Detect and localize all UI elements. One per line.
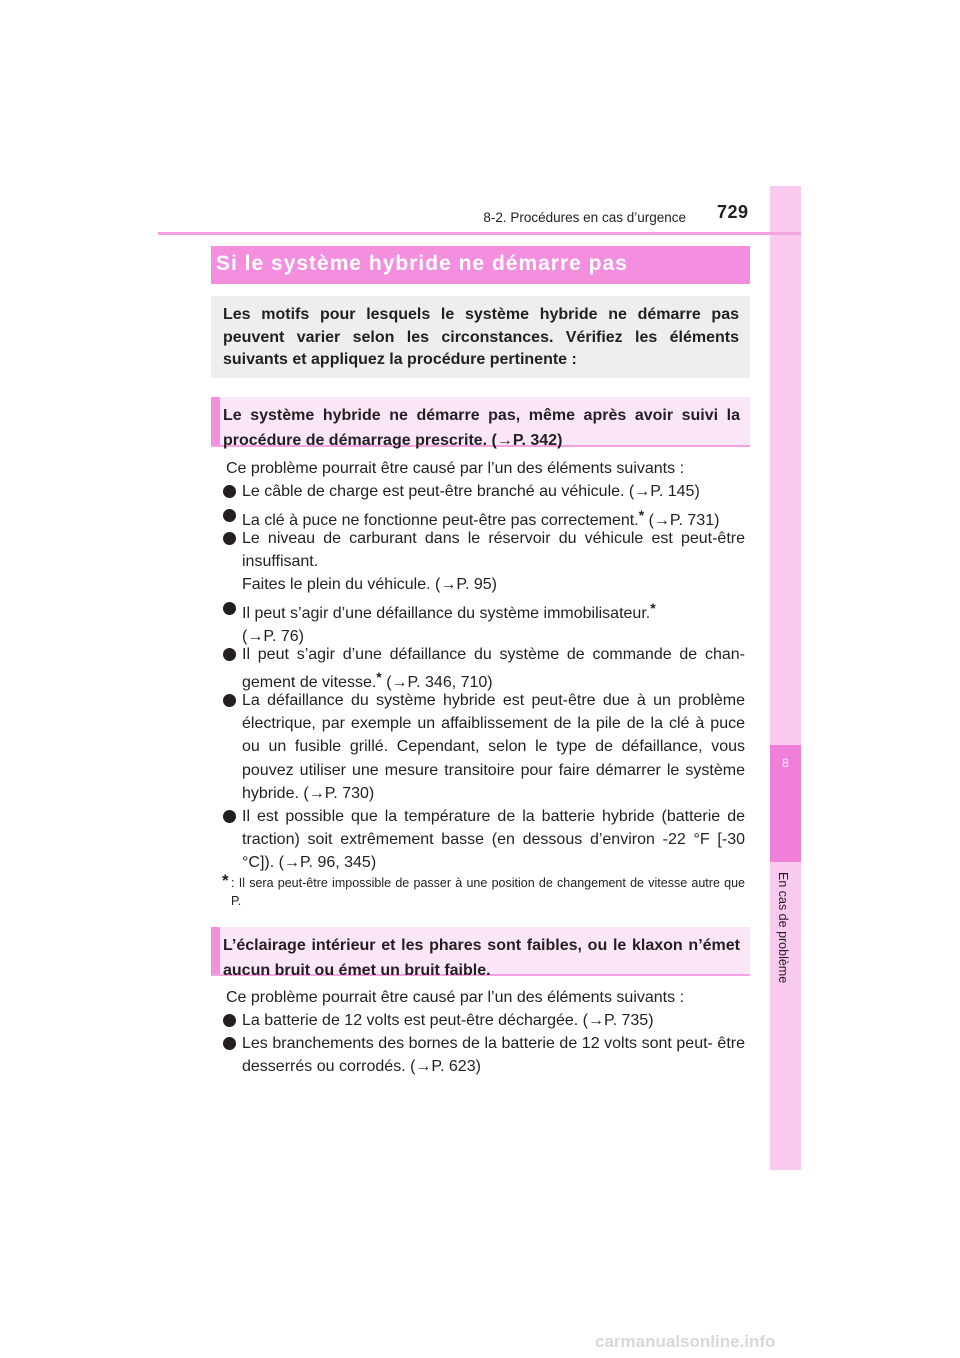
footnote-marker: * — [650, 600, 656, 616]
banner-title: Si le système hybride ne démarre pas — [216, 252, 628, 275]
bullet-icon — [223, 694, 236, 707]
header-divider — [158, 232, 801, 235]
subsection-heading-2: L’éclairage intérieur et les phares sont faibles, ou le klaxon n’émet aucun bruit ou émet un bruit faible. — [223, 937, 740, 979]
page-number: 729 — [717, 202, 749, 222]
heading-accent-bar — [211, 927, 220, 974]
footnote-star: * — [222, 871, 229, 890]
footnote-text: : Il sera peut-être impossible de passer à une position de changement de vitesse autre que P. — [231, 876, 745, 908]
heading-accent-bar — [211, 397, 220, 445]
subsection-heading-box-1 — [211, 397, 750, 447]
bullet-icon — [223, 485, 236, 498]
bullet-icon — [223, 509, 236, 522]
intro-text: Les motifs pour lesquels le système hybride ne démarre pas peuvent varier selon les circonstances. Vérifiez les éléments suivants et appliquez la procédure pertinente : — [223, 306, 739, 368]
section2-lead: Ce problème pourrait être causé par l’un des éléments suivants : — [226, 989, 685, 1006]
section1-lead: Ce problème pourrait être causé par l’un des éléments suivants : — [226, 460, 685, 477]
subsection-heading-box-2 — [211, 927, 750, 979]
bullet-icon — [223, 648, 236, 661]
header-section-title: 8-2. Procédures en cas d’urgence — [483, 210, 686, 225]
subsection-heading-1: Le système hybride ne démarre pas, même après avoir suivi la procédure de démarrage prescrite. (→P. 342) — [223, 407, 740, 449]
footnote-marker: * — [638, 507, 645, 523]
chapter-label: En cas de problème — [776, 872, 790, 984]
bullet-icon — [223, 532, 236, 545]
bullet-icon — [223, 1037, 236, 1050]
bullet-icon — [223, 1014, 236, 1027]
footnote-marker: * — [376, 669, 382, 686]
bullet-icon — [223, 602, 236, 615]
watermark: carmanualsonline.info — [595, 1332, 776, 1351]
chapter-number: 8 — [782, 756, 789, 770]
bullet-icon — [223, 810, 236, 823]
chapter-side-tab — [770, 186, 801, 1170]
